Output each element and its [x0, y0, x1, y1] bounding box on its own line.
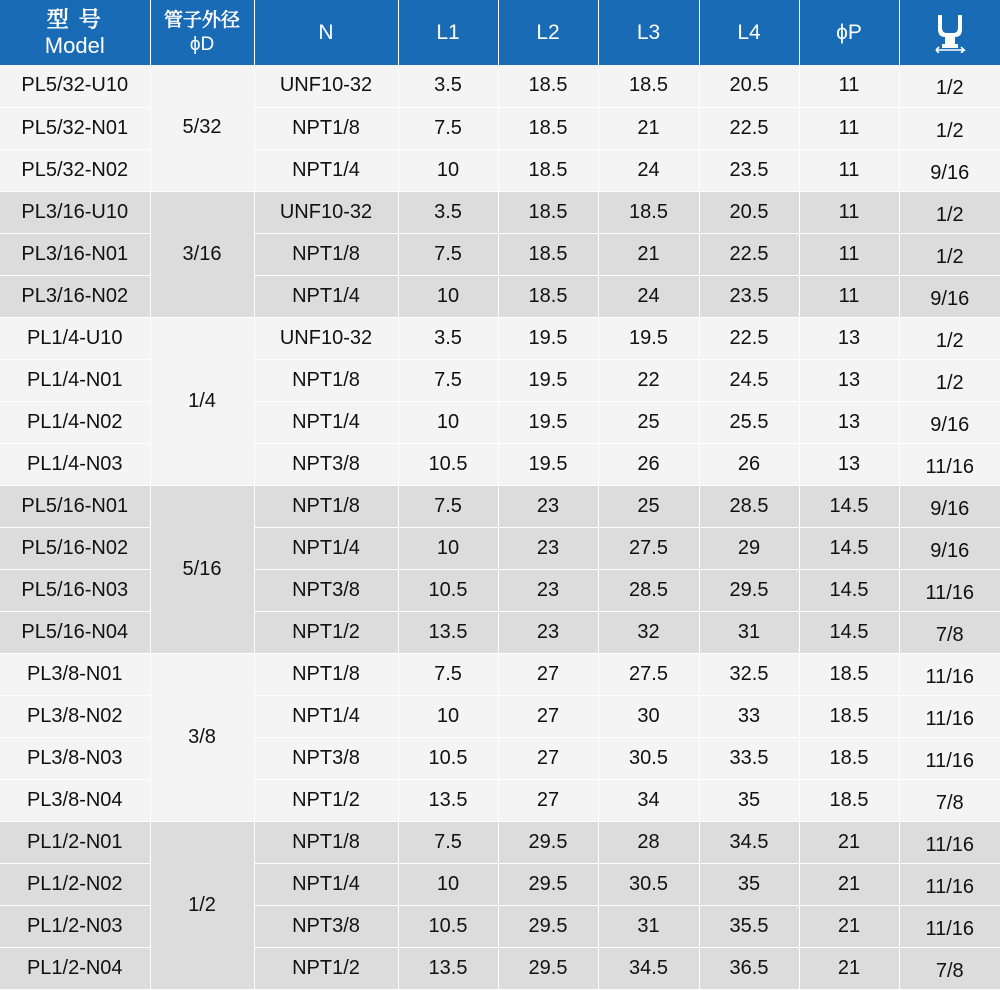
l4-cell: 33.5	[699, 737, 799, 779]
wrench-size-value: 7/8	[935, 623, 964, 646]
l3-cell: 22	[598, 359, 699, 401]
wrench-size-value: 1/2	[935, 329, 964, 352]
l2-cell: 27	[498, 695, 598, 737]
l1-cell: 10	[398, 149, 498, 191]
wrench-cell	[899, 191, 1000, 233]
l3-cell: 28.5	[598, 569, 699, 611]
diameter-cell: 1/4	[150, 317, 254, 485]
l1-cell: 13.5	[398, 611, 498, 653]
l2-cell: 18.5	[498, 191, 598, 233]
l2-cell: 19.5	[498, 401, 598, 443]
l3-cell: 18.5	[598, 191, 699, 233]
header-p: ϕP	[799, 0, 899, 65]
wrench-cell	[899, 863, 1000, 905]
thread-cell: NPT1/2	[254, 611, 398, 653]
p-cell: 21	[799, 947, 899, 989]
l1-cell: 3.5	[398, 317, 498, 359]
p-cell: 11	[799, 275, 899, 317]
header-model-en: Model	[44, 32, 105, 58]
model-cell: PL3/8-N03	[0, 737, 150, 779]
l3-cell: 34.5	[598, 947, 699, 989]
l4-cell: 26	[699, 443, 799, 485]
wrench-size-value: 11/16	[925, 833, 975, 856]
l4-cell: 20.5	[699, 191, 799, 233]
wrench-cell	[899, 107, 1000, 149]
p-cell: 11	[799, 107, 899, 149]
wrench-cell	[899, 905, 1000, 947]
thread-cell: NPT3/8	[254, 905, 398, 947]
thread-cell: NPT1/4	[254, 695, 398, 737]
l4-cell: 25.5	[699, 401, 799, 443]
thread-cell: UNF10-32	[254, 317, 398, 359]
table-row	[0, 191, 1000, 233]
model-cell: PL1/4-N02	[0, 401, 150, 443]
table-body	[0, 65, 1000, 989]
l4-cell: 22.5	[699, 317, 799, 359]
thread-cell: NPT1/8	[254, 821, 398, 863]
thread-cell: NPT1/4	[254, 275, 398, 317]
wrench-size-value: 1/2	[935, 77, 964, 100]
l1-cell: 10	[398, 275, 498, 317]
l4-cell: 33	[699, 695, 799, 737]
l1-cell: 3.5	[398, 191, 498, 233]
p-cell: 13	[799, 443, 899, 485]
l3-cell: 32	[598, 611, 699, 653]
diameter-cell: 5/32	[150, 65, 254, 191]
thread-cell: UNF10-32	[254, 191, 398, 233]
l4-cell: 28.5	[699, 485, 799, 527]
model-cell: PL5/16-N03	[0, 569, 150, 611]
wrench-size-value: 1/2	[935, 371, 964, 394]
l3-cell: 34	[598, 779, 699, 821]
model-cell: PL1/4-U10	[0, 317, 150, 359]
l3-cell: 25	[598, 485, 699, 527]
l2-cell: 18.5	[498, 149, 598, 191]
header-wrench	[899, 0, 1000, 65]
p-cell: 18.5	[799, 737, 899, 779]
model-cell: PL5/16-N02	[0, 527, 150, 569]
p-cell: 11	[799, 191, 899, 233]
wrench-cell	[899, 65, 1000, 107]
p-cell: 14.5	[799, 527, 899, 569]
l2-cell: 27	[498, 779, 598, 821]
wrench-size-value: 1/2	[935, 203, 964, 226]
thread-cell: NPT1/2	[254, 779, 398, 821]
thread-cell: NPT1/8	[254, 485, 398, 527]
header-l2: L2	[498, 0, 598, 65]
l2-cell: 18.5	[498, 107, 598, 149]
wrench-cell	[899, 275, 1000, 317]
l3-cell: 26	[598, 443, 699, 485]
diameter-cell: 5/16	[150, 485, 254, 653]
thread-cell: NPT1/8	[254, 107, 398, 149]
l2-cell: 29.5	[498, 821, 598, 863]
l1-cell: 7.5	[398, 233, 498, 275]
l4-cell: 23.5	[699, 149, 799, 191]
model-cell: PL1/2-N04	[0, 947, 150, 989]
l4-cell: 35	[699, 779, 799, 821]
wrench-cell	[899, 359, 1000, 401]
p-cell: 14.5	[799, 485, 899, 527]
table-row	[0, 653, 1000, 695]
l3-cell: 24	[598, 275, 699, 317]
thread-cell: NPT3/8	[254, 569, 398, 611]
model-cell: PL1/4-N01	[0, 359, 150, 401]
l1-cell: 10	[398, 401, 498, 443]
wrench-cell	[899, 233, 1000, 275]
model-cell: PL3/16-N02	[0, 275, 150, 317]
l3-cell: 31	[598, 905, 699, 947]
wrench-size-value: 1/2	[935, 245, 964, 268]
wrench-cell	[899, 527, 1000, 569]
l4-cell: 35.5	[699, 905, 799, 947]
model-cell: PL1/4-N03	[0, 443, 150, 485]
wrench-cell	[899, 947, 1000, 989]
l2-cell: 18.5	[498, 65, 598, 107]
l2-cell: 18.5	[498, 233, 598, 275]
wrench-cell	[899, 611, 1000, 653]
l4-cell: 32.5	[699, 653, 799, 695]
l1-cell: 10.5	[398, 905, 498, 947]
l2-cell: 29.5	[498, 863, 598, 905]
wrench-size-value: 11/16	[925, 455, 975, 478]
model-cell: PL5/32-N02	[0, 149, 150, 191]
model-cell: PL3/8-N01	[0, 653, 150, 695]
p-cell: 13	[799, 401, 899, 443]
l3-cell: 19.5	[598, 317, 699, 359]
l1-cell: 10.5	[398, 569, 498, 611]
model-cell: PL3/16-U10	[0, 191, 150, 233]
model-cell: PL5/16-N01	[0, 485, 150, 527]
wrench-size-icon	[933, 13, 967, 53]
l1-cell: 10	[398, 527, 498, 569]
diameter-cell: 3/8	[150, 653, 254, 821]
wrench-size-value: 11/16	[925, 875, 975, 898]
p-cell: 11	[799, 65, 899, 107]
p-cell: 14.5	[799, 611, 899, 653]
l4-cell: 22.5	[699, 107, 799, 149]
l3-cell: 18.5	[598, 65, 699, 107]
wrench-size-value: 9/16	[930, 413, 970, 436]
l3-cell: 30	[598, 695, 699, 737]
header-l3: L3	[598, 0, 699, 65]
l3-cell: 28	[598, 821, 699, 863]
table-row	[0, 317, 1000, 359]
model-cell: PL3/8-N04	[0, 779, 150, 821]
p-cell: 11	[799, 149, 899, 191]
l4-cell: 22.5	[699, 233, 799, 275]
l4-cell: 24.5	[699, 359, 799, 401]
wrench-size-value: 11/16	[925, 917, 975, 940]
l3-cell: 25	[598, 401, 699, 443]
header-diameter-en: ϕD	[189, 33, 215, 55]
wrench-cell	[899, 149, 1000, 191]
l4-cell: 31	[699, 611, 799, 653]
thread-cell: NPT1/8	[254, 359, 398, 401]
header-diameter-cn: 管子外径	[163, 9, 240, 31]
l1-cell: 10.5	[398, 737, 498, 779]
l1-cell: 10.5	[398, 443, 498, 485]
wrench-size-value: 9/16	[930, 287, 970, 310]
wrench-size-value: 7/8	[935, 791, 964, 814]
p-cell: 21	[799, 905, 899, 947]
model-cell: PL1/2-N02	[0, 863, 150, 905]
l2-cell: 27	[498, 653, 598, 695]
model-cell: PL1/2-N03	[0, 905, 150, 947]
header-l1: L1	[398, 0, 498, 65]
l4-cell: 20.5	[699, 65, 799, 107]
l2-cell: 19.5	[498, 443, 598, 485]
header-row	[0, 0, 1000, 65]
l1-cell: 10	[398, 863, 498, 905]
table-row	[0, 485, 1000, 527]
l1-cell: 7.5	[398, 359, 498, 401]
wrench-size-value: 9/16	[930, 539, 970, 562]
model-cell: PL5/16-N04	[0, 611, 150, 653]
wrench-size-value: 11/16	[925, 707, 975, 730]
table-row	[0, 65, 1000, 107]
model-cell: PL3/16-N01	[0, 233, 150, 275]
header-diameter	[150, 0, 254, 65]
l2-cell: 23	[498, 485, 598, 527]
thread-cell: NPT3/8	[254, 443, 398, 485]
l3-cell: 24	[598, 149, 699, 191]
p-cell: 21	[799, 821, 899, 863]
wrench-size-value: 9/16	[930, 497, 970, 520]
wrench-cell	[899, 737, 1000, 779]
wrench-size-value: 11/16	[925, 665, 975, 688]
l4-cell: 34.5	[699, 821, 799, 863]
l1-cell: 7.5	[398, 821, 498, 863]
thread-cell: NPT1/4	[254, 527, 398, 569]
l2-cell: 29.5	[498, 947, 598, 989]
model-cell: PL3/8-N02	[0, 695, 150, 737]
l2-cell: 19.5	[498, 317, 598, 359]
p-cell: 18.5	[799, 653, 899, 695]
wrench-cell	[899, 695, 1000, 737]
l3-cell: 21	[598, 107, 699, 149]
diameter-cell: 1/2	[150, 821, 254, 989]
l4-cell: 36.5	[699, 947, 799, 989]
p-cell: 18.5	[799, 779, 899, 821]
thread-cell: NPT1/4	[254, 149, 398, 191]
wrench-size-value: 9/16	[930, 161, 970, 184]
table-row	[0, 821, 1000, 863]
thread-cell: NPT1/4	[254, 401, 398, 443]
wrench-cell	[899, 779, 1000, 821]
l3-cell: 27.5	[598, 653, 699, 695]
l1-cell: 13.5	[398, 947, 498, 989]
l2-cell: 29.5	[498, 905, 598, 947]
model-cell: PL5/32-U10	[0, 65, 150, 107]
l1-cell: 7.5	[398, 107, 498, 149]
header-l4: L4	[699, 0, 799, 65]
l3-cell: 21	[598, 233, 699, 275]
p-cell: 13	[799, 359, 899, 401]
p-cell: 18.5	[799, 695, 899, 737]
p-cell: 14.5	[799, 569, 899, 611]
wrench-size-value: 7/8	[935, 959, 964, 982]
l4-cell: 29.5	[699, 569, 799, 611]
table-header	[0, 0, 1000, 65]
header-model-cn: 型 号	[46, 6, 103, 32]
l2-cell: 27	[498, 737, 598, 779]
l3-cell: 30.5	[598, 863, 699, 905]
diameter-cell: 3/16	[150, 191, 254, 317]
l2-cell: 19.5	[498, 359, 598, 401]
l1-cell: 7.5	[398, 485, 498, 527]
l1-cell: 10	[398, 695, 498, 737]
l4-cell: 29	[699, 527, 799, 569]
l3-cell: 30.5	[598, 737, 699, 779]
l1-cell: 13.5	[398, 779, 498, 821]
model-cell: PL1/2-N01	[0, 821, 150, 863]
wrench-size-value: 11/16	[925, 749, 975, 772]
l1-cell: 3.5	[398, 65, 498, 107]
p-cell: 11	[799, 233, 899, 275]
wrench-cell	[899, 821, 1000, 863]
wrench-cell	[899, 653, 1000, 695]
l1-cell: 7.5	[398, 653, 498, 695]
l2-cell: 23	[498, 527, 598, 569]
p-cell: 21	[799, 863, 899, 905]
thread-cell: NPT1/2	[254, 947, 398, 989]
thread-cell: UNF10-32	[254, 65, 398, 107]
l4-cell: 35	[699, 863, 799, 905]
wrench-size-value: 11/16	[925, 581, 975, 604]
p-cell: 13	[799, 317, 899, 359]
l2-cell: 23	[498, 611, 598, 653]
l4-cell: 23.5	[699, 275, 799, 317]
thread-cell: NPT3/8	[254, 737, 398, 779]
model-cell: PL5/32-N01	[0, 107, 150, 149]
wrench-cell	[899, 443, 1000, 485]
l3-cell: 27.5	[598, 527, 699, 569]
l2-cell: 18.5	[498, 275, 598, 317]
l2-cell: 23	[498, 569, 598, 611]
wrench-cell	[899, 401, 1000, 443]
wrench-cell	[899, 569, 1000, 611]
thread-cell: NPT1/8	[254, 233, 398, 275]
header-model	[0, 0, 150, 65]
thread-cell: NPT1/4	[254, 863, 398, 905]
wrench-size-value: 1/2	[935, 119, 964, 142]
header-n: N	[254, 0, 398, 65]
wrench-cell	[899, 317, 1000, 359]
thread-cell: NPT1/8	[254, 653, 398, 695]
wrench-cell	[899, 485, 1000, 527]
